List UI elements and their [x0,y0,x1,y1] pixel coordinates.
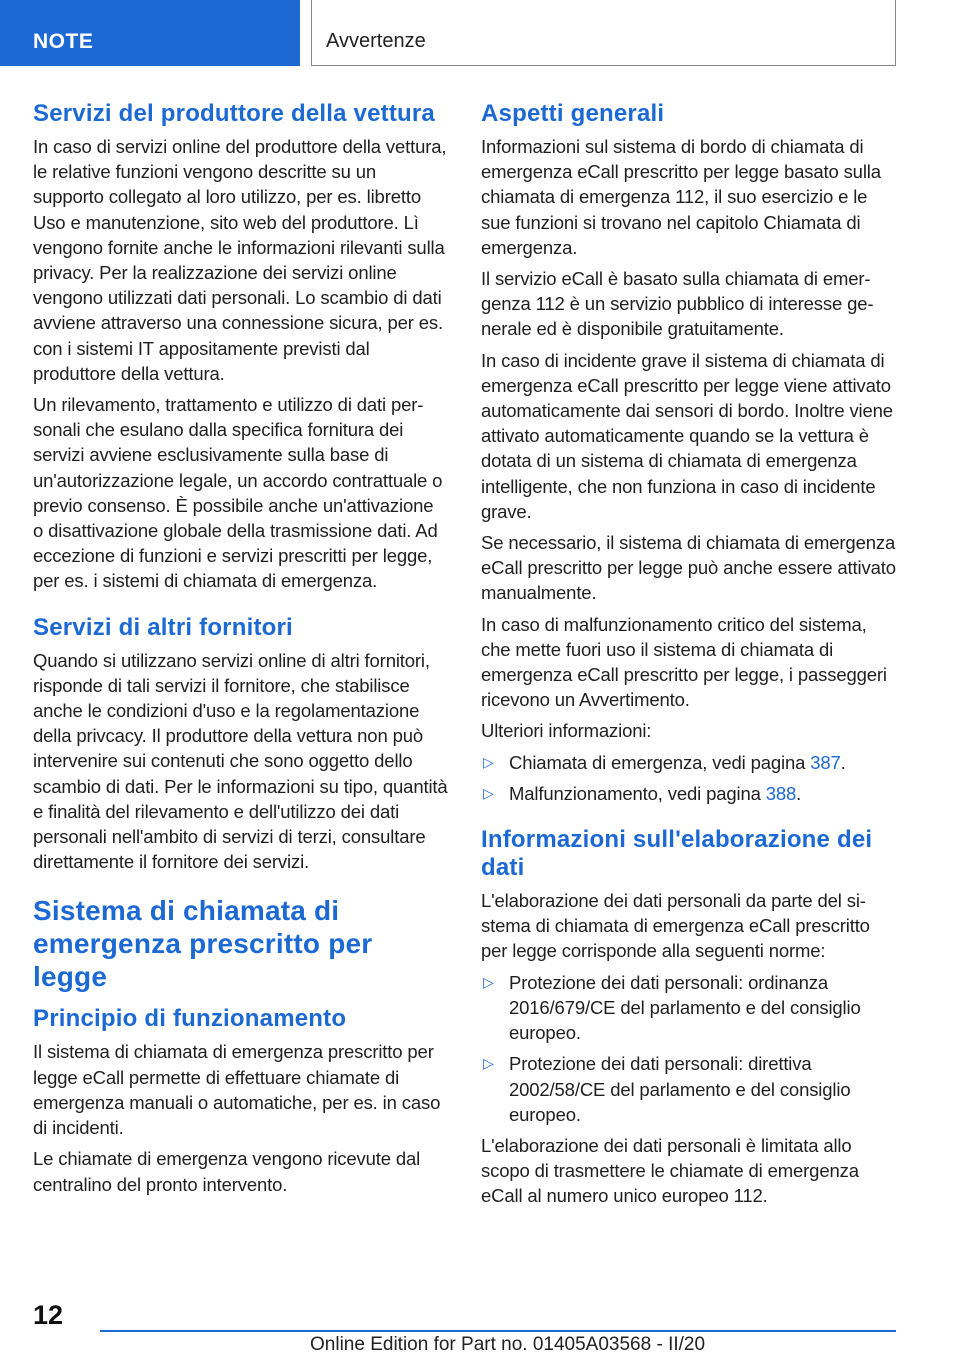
paragraph: Un rilevamento, trattamento e utilizzo di dati personali che esulano dalla specifica fornitura dei servizi avviene esclusivamente sulla base di un'autorizzazione legale, un accordo contrattuale o previo consenso. È possibile anche un'attivazione o disattivazione globale della trasmissione dati. Ad eccezione di funzioni e servizi prescritti per legge, per es. i sistemi di chiamata di emergenza. [33,394,443,592]
list-item-text: Protezione dei dati personali: direttiva 2002/58/CE del parlamento e del consiglio europeo. [509,1053,851,1125]
list-item-text: Malfunzionamento, vedi pagina [509,782,766,804]
paragraph: In caso di malfunzionamento critico del sistema, che mette fuori uso il sistema di chiamata di emergenza eCall prescritto per legge, i passeggeri ricevono un Avvertimento. [481,613,887,711]
triangle-bullet-icon: ▷ [483,1055,494,1072]
section-tab: NOTE [0,0,300,66]
page-number: 12 [33,1300,64,1330]
page-link[interactable]: 388 [765,782,797,804]
paragraph: In caso di servizi online del produttore della vettura, le relative funzioni vengono descritte su un supporto collegato al loro utilizzo, per es. libretto Uso e manutenzione, sito web del produttore. Lì vengono fornite anche le informazioni rilevanti sulla privacy. Per la realizzazione dei servizi online vengono utilizzati dati personali. Lo scambio di dati avviene attraverso una connessione sicura, per es. con i sistemi IT appositamente previsti dal produttore della vettura. [33,136,447,384]
paragraph: In caso di incidente grave il sistema di chiamata di emergenza eCall prescritto per legge viene attivato automaticamente dai sensori di bordo. Inoltre viene attivato automaticamente quando se la vettura è dotata di un sistema di chiamata di emergenza intelligente, che non funziona in caso di incidente grave. [481,349,893,522]
paragraph: Ulteriori informazioni: [481,720,652,742]
triangle-bullet-icon: ▷ [483,753,494,770]
heading-general-aspects: Aspetti generali [481,100,665,127]
footer-edition: Online Edition for Part no. 01405A03568 - II/20 [310,1334,706,1355]
subsection-title: Avvertenze [311,0,896,66]
paragraph: Le chiamate di emergenza vengono ricevute dal centralino del pronto intervento. [33,1148,421,1195]
paragraph: Il servizio eCall è basato sulla chiamata di emergenza 112 è un servizio pubblico di interesse generale ed è disponibile gratuitamente. [481,268,874,340]
list-item: ▷ Malfunzionamento, vedi pagina 388. [481,781,897,806]
heading-operating-principle: Principio di funzionamento [33,1005,347,1033]
paragraph: Quando si utilizzano servizi online di altri fornitori, risponde di tali servizi il fornitore, che stabilisce anche le condizioni d'uso e la regolamentazione della privcacy. Il produttore della vettura non può intervenire sui contenuti che sono oggetto dello scambio di dati. Per le informazioni su tipo, quantità e finalità del rilevamento e dell'utilizzo dei dati personali nell'ambito di servizi di terzi, consultare direttamente il fornitore dei servizi. [33,649,448,873]
heading-ecall-system: Sistema di chiamata di emergenza prescritto per legge [33,895,373,993]
page-link[interactable]: 387 [810,751,841,773]
paragraph: L'elaborazione dei dati personali è limitata allo scopo di trasmettere le chiamate di emergenza eCall al numero unico europeo 112. [481,1134,859,1207]
heading-data-processing: Informazioni sull'elaborazione dei dati [481,826,873,882]
heading-other-providers: Servizi di altri fornitori [33,613,293,641]
list-item [481,1051,897,1127]
list-item-text: Chiamata di emergenza, vedi pagina [509,751,811,773]
footer-divider [100,1330,896,1332]
heading-manufacturer-services: Servizi del produttore della vettura [33,100,435,127]
right-column [481,100,897,1215]
left-column [33,100,448,1203]
list-item: ▷ Chiamata di emergenza, vedi pagina 387. [481,750,897,775]
triangle-bullet-icon: ▷ [483,784,494,801]
paragraph: Informazioni sul sistema di bordo di chiamata di emergenza eCall prescritto per legge basato sulla chiamata di emergenza 112, il suo esercizio e le sue funzioni si trovano nel capitolo Chiamata di emergenza. [481,136,881,258]
list-item-text: Protezione dei dati personali: ordinanza 2016/679/CE del parlamento e del consiglio europeo. [509,971,861,1044]
list-item [481,970,897,1046]
paragraph: Se necessario, il sistema di chiamata di emergenza eCall prescritto per legge può anche essere attivato manualmente. [481,532,896,604]
paragraph: Il sistema di chiamata di emergenza prescritto per legge eCall permette di effettuare chiamate di emergenza manuali o automatiche, per es. in caso di incidenti. [33,1041,441,1139]
triangle-bullet-icon: ▷ [483,973,494,990]
paragraph: L'elaborazione dei dati personali da parte del sistema di chiamata di emergenza eCall prescritto per legge corrisponde alla seguenti norme: [481,890,870,962]
